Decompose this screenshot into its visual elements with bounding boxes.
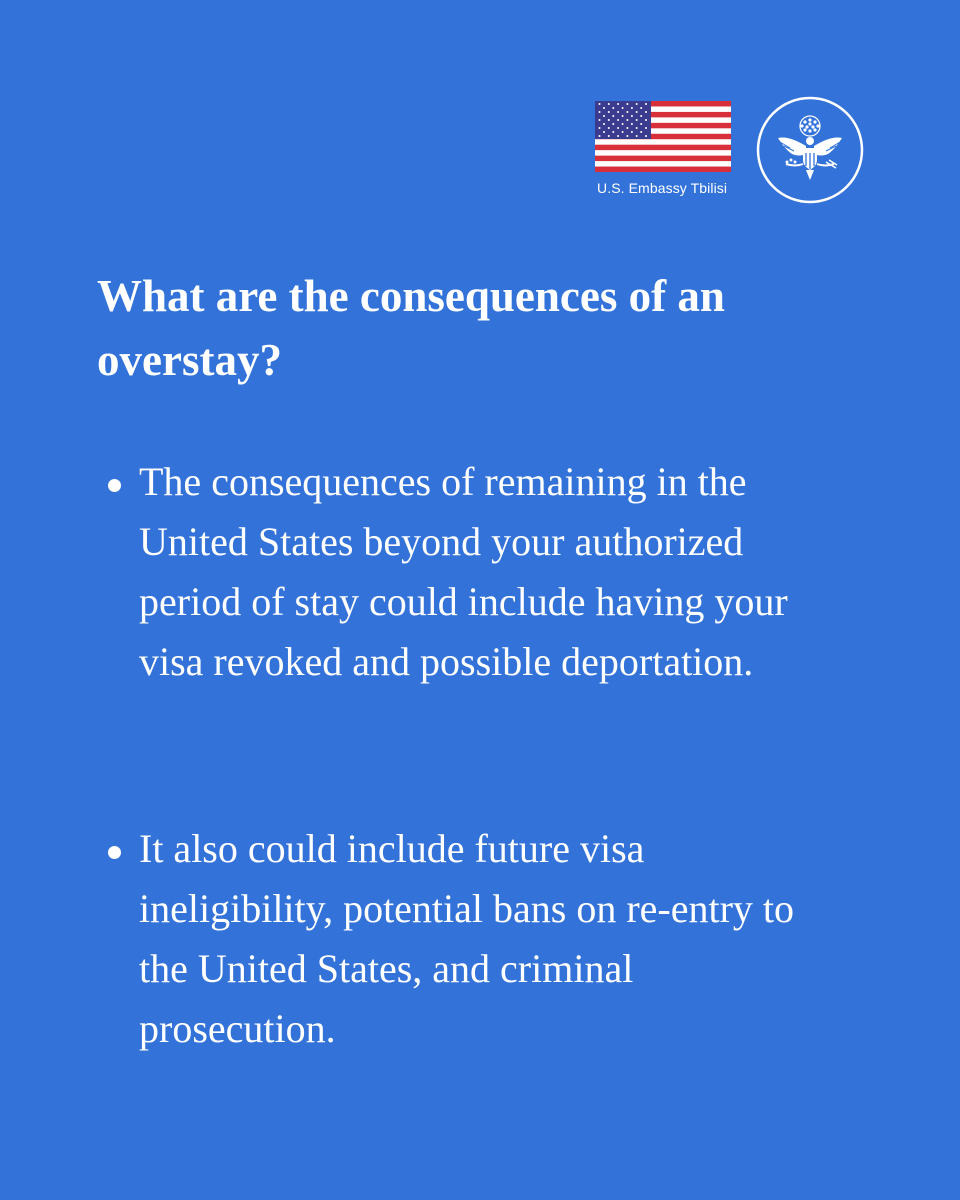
bullet-text: The consequences of remaining in the United States beyond your authorized period of stay could include having your visa revoked and possible deportation. xyxy=(139,459,788,684)
page-title: What are the consequences of an overstay? xyxy=(97,271,725,385)
embassy-name: U.S. Embassy Tbilisi xyxy=(597,180,728,196)
us-flag-icon xyxy=(595,101,731,172)
bullet-text: It also could include future visa ineligibility, potential bans on re-entry to the United States, and criminal prosecution. xyxy=(139,826,795,1051)
bullet-icon xyxy=(108,846,121,859)
bullet-icon xyxy=(108,479,121,492)
great-seal-icon xyxy=(756,96,864,204)
